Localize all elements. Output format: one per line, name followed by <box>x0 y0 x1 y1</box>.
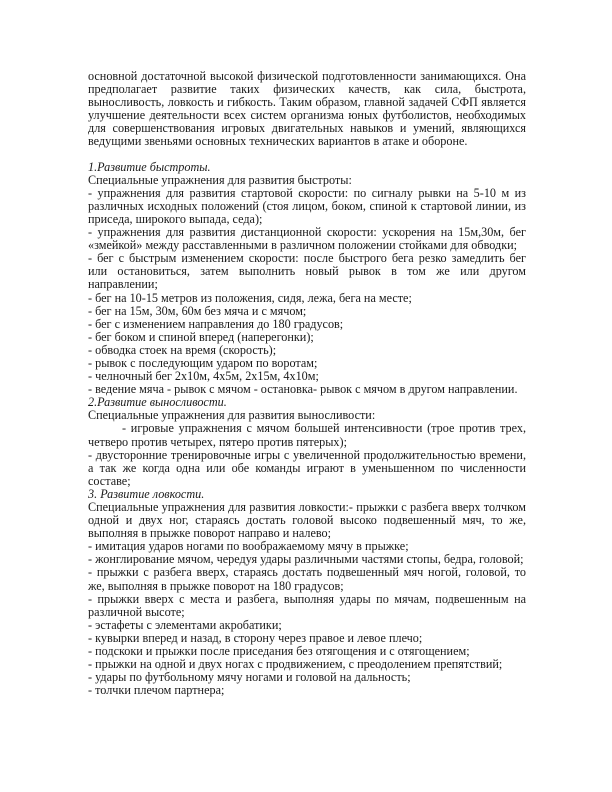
section-heading-speed: 1.Развитие быстроты. <box>88 159 211 174</box>
section1-line: - бег на 15м, 30м, 60м без мяча и с мячом; <box>88 303 307 318</box>
section2-line: - двусторонние тренировочные игры с увеличенной продолжительностью времени, а так же когда одна или обе команды играют в уменьшенном по численности составе; <box>88 447 526 488</box>
document-page <box>88 70 526 697</box>
section2-line: - игровые упражнения с мячом большей интенсивности (трое против трех, четверо против четырех, пятеро против пятерых); <box>88 421 526 449</box>
section3-line: - кувырки вперед и назад, в сторону через правое и левое плечо; <box>88 630 423 645</box>
section3-line: - прыжки вверх с места и разбега, выполняя удары по мячам, подвешенным на различной высоте; <box>88 591 526 619</box>
section3-line: - прыжки на одной и двух ногах с продвижением, с преодолением препятствий; <box>88 657 503 672</box>
section1-line: - обводка стоек на время (скорость); <box>88 342 277 357</box>
section3-line: Специальные упражнения для развития ловкости:- прыжки с разбега вверх толчком одной и двух ног, стараясь достать головой высоко подвешенный мяч, то же, выполняя в прыжке поворот направо и налево; <box>88 500 526 541</box>
section3-line: - прыжки с разбега вверх, стараясь достать подвешенный мяч ногой, головой, то же, выполняя в прыжке поворот на 180 градусов; <box>88 565 526 593</box>
section1-line: Специальные упражнения для развития быстроты: <box>88 172 352 187</box>
section1-line: - упражнения для развития дистанционной скорости: ускорения на 15м,30м, бег «змейкой» между расставленными в различном положении стойками для обводки; <box>88 225 526 253</box>
section2-line: Специальные упражнения для развития выносливости: <box>88 408 376 423</box>
section3-line: - толчки плечом партнера; <box>88 683 225 698</box>
section-heading-agility: 3. Развитие ловкости. <box>88 486 205 501</box>
section3-line: - удары по футбольному мячу ногами и головой на дальность; <box>88 670 411 685</box>
section1-line: - бег на 10-15 метров из положения, сидя, лежа, бега на месте; <box>88 290 412 305</box>
section1-line: - упражнения для развития стартовой скорости: по сигналу рывки на 5-10 м из различных исходных положений (стоя лицом, боком, спиной к стартовой линии, из приседа, широкого выпада, седа); <box>88 185 526 226</box>
section1-line: - челночный бег 2х10м, 4х5м, 2х15м, 4х10м; <box>88 369 319 384</box>
section1-line: - рывок с последующим ударом по воротам; <box>88 355 318 370</box>
section1-line: - ведение мяча - рывок с мячом - остановка- рывок с мячом в другом направлении. <box>88 382 518 397</box>
section3-line: - жонглирование мячом, чередуя удары различными частями стопы, бедра, головой; <box>88 552 524 567</box>
section1-line: - бег боком и спиной вперед (наперегонки); <box>88 329 314 344</box>
section3-line: - подскоки и прыжки после приседания без отягощения и с отягощением; <box>88 644 470 659</box>
paragraph-gap <box>88 149 526 161</box>
section1-line: - бег с быстрым изменением скорости: после быстрого бега резко замедлить бег или остановиться, затем выполнить новый рывок в том же или другом направлении; <box>88 251 526 292</box>
intro-paragraph: основной достаточной высокой физической подготовленности занимающихся. Она предполагает развитие таких физических качеств, как сила, быстрота, выносливость, ловкость и гибкость. Таким образом, главной задачей СФП является улучшение деятельности всех систем организма юных футболистов, необходимых для совершенствования игровых двигательных навыков и умений, являющихся ведущими звеньями основных технических вариантов в атаке и обороне. <box>88 69 526 149</box>
section-heading-endurance: 2.Развитие выносливости. <box>88 395 227 410</box>
section3-line: - эстафеты с элементами акробатики; <box>88 617 282 632</box>
section3-line: - имитация ударов ногами по воображаемому мячу в прыжке; <box>88 539 409 554</box>
section1-line: - бег с изменением направления до 180 градусов; <box>88 316 344 331</box>
